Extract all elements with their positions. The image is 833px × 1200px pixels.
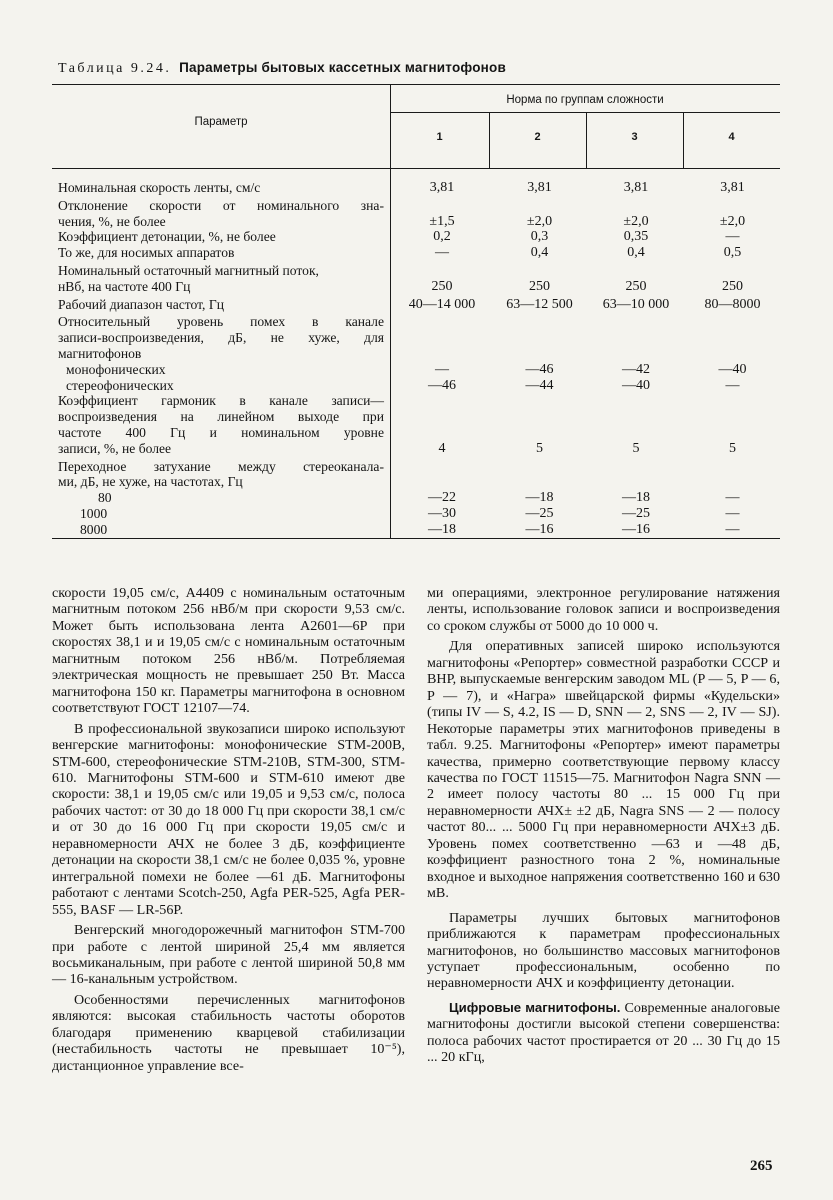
value-cell-group-2: 250 — [529, 278, 550, 294]
group-header-4: 4 — [728, 131, 735, 143]
value-cell-group-1: — — [435, 245, 449, 261]
header-bottom-rule — [52, 168, 780, 169]
paragraph: В профессиональной звукозаписи широко используют венгерские магнитофоны: монофонические STM-200B, STM-600, стереофонические STM-210B, STM-300, STM-610. Магнитофоны STM-600 и STM-610 имеют две скорости: 38,1 и 19,05 см/с или 19,05 и 9,53 см/с, полоса рабочих частот: от 30 до 18 000 Гц при скорости 38,1 см/с и от 30 до 16 000 Гц при скорости 19,05 см/с и неравномерности АЧХ не более 3 дБ, коэффициенте детонации на скорости 38,1 см/с не более 0,035 %, уровне интегральной помехи не более —61 дБ. Магнитофоны работают с лентами Scotch-250, Agfa PER-525, Agfa PER-555, BASF — LR-56P. — [52, 720, 405, 918]
table-row — [52, 506, 780, 522]
value-cell-group-1: 40—14 000 — [408, 296, 476, 312]
value-cell-group-2: —44 — [525, 377, 554, 393]
table-row — [52, 198, 780, 214]
value-cell-group-4: 3,81 — [720, 180, 745, 195]
value-cell-group-4: — — [725, 377, 740, 393]
group-header-2: 2 — [534, 131, 541, 143]
value-cell-group-3: 3,81 — [623, 180, 649, 195]
value-cell-group-4: ±2,0 — [719, 213, 746, 229]
value-cell-group-2: ±2,0 — [526, 213, 553, 229]
param-cell: воспроизведения на линейном выходе при — [58, 409, 384, 425]
group-header-1: 1 — [436, 131, 443, 143]
value-cell-group-1: 250 — [431, 278, 453, 294]
paragraph: скорости 19,05 см/с, A4409 с номинальным остаточным магнитным потоком 256 нВб/м при скорости 9,53 см/с. Может быть использована лента A2601—6P при скоростях 38,1 и и 19,05 см/с с номинальным остаточным магнитным потоком 256 нВб/м. Потребляемая электрическая мощность не превышает 250 Вт. Масса магнитофона 150 кг. Параметры магнитофона в основном соответствуют ГОСТ 12107—74. — [52, 585, 405, 717]
param-cell: Номинальный остаточный магнитный поток, — [58, 263, 319, 278]
param-cell: магнитофонов — [58, 346, 142, 361]
paragraph: ми операциями, электронное регулирование натяжения ленты, использование головок записи и воспроизведения со сроком службы от 5000 до 10 000 ч. — [427, 585, 780, 634]
value-cell-group-4: 0,5 — [723, 245, 742, 261]
value-cell-group-3: —18 — [622, 490, 650, 506]
value-cell-group-3: ±2,0 — [623, 213, 649, 229]
value-cell-group-3: —16 — [622, 521, 650, 537]
table-row — [52, 180, 780, 196]
value-cell-group-4: — — [725, 521, 740, 537]
value-cell-group-1: — — [435, 361, 449, 377]
table-row — [52, 474, 780, 490]
table-row — [52, 346, 780, 362]
table-row — [52, 425, 780, 441]
param-cell: То же, для носимых аппаратов — [58, 245, 235, 261]
value-cell-group-4: 5 — [729, 440, 736, 456]
param-cell: чения, %, не более — [58, 213, 166, 229]
value-cell-group-2: —46 — [525, 361, 554, 377]
value-cell-group-1: —46 — [428, 377, 456, 393]
param-cell: Переходное затухание между стереоканала- — [58, 458, 384, 474]
table-row — [52, 441, 780, 457]
value-cell-group-2: 0,3 — [530, 229, 549, 245]
param-cell: Отклонение скорости от номинального зна- — [58, 197, 384, 213]
param-cell: 8000 — [80, 521, 108, 537]
value-cell-group-1: 0,2 — [433, 229, 451, 245]
param-cell: частоте 400 Гц и номинальном уровне — [58, 425, 384, 440]
paragraph — [427, 1000, 780, 1066]
value-cell-group-2: 0,4 — [530, 245, 549, 261]
value-cell-group-1: 3,81 — [429, 180, 455, 195]
table-label: Таблица 9.24. — [58, 61, 172, 76]
paragraph: Венгерский многодорожечный магнитофон STM-700 при работе с лентой шириной 25,4 мм является восьмиканальным, при работе с лентой шириной 50,8 мм — 16-канальным устройством. — [52, 922, 405, 988]
value-cell-group-3: 250 — [625, 278, 647, 294]
param-cell: 80 — [98, 490, 112, 506]
value-cell-group-3: —40 — [622, 377, 650, 393]
norm-header: Норма по группам сложности — [506, 94, 664, 106]
section-text: Современные аналоговые магнитофоны достигли высокой степени совершенства: полоса рабочих частот простирается от 20 ... 30 Гц до 15 ... 20 кГц, — [427, 999, 780, 1066]
table-caption — [58, 60, 778, 77]
value-cell-group-3: 63—10 000 — [602, 296, 670, 312]
left-text-column — [52, 585, 405, 1074]
table-row — [52, 378, 780, 394]
paragraph: Особенностями перечисленных магнитофонов являются: высокая стабильность частоты оборотов благодаря применению кварцевой стабилизации (нестабильность частоты не превышает 10⁻⁵), дистанционное управление все- — [52, 991, 405, 1074]
table-row — [52, 362, 780, 378]
value-cell-group-1: —30 — [428, 506, 456, 521]
param-cell: Относительный уровень помех в канале — [58, 314, 384, 330]
page-number: 265 — [750, 1158, 773, 1174]
value-cell-group-2: 3,81 — [527, 180, 552, 195]
value-cell-group-3: —42 — [622, 361, 650, 377]
param-cell: 1000 — [80, 506, 108, 521]
value-cell-group-1: 4 — [438, 440, 446, 456]
header-sub-rule — [390, 112, 780, 113]
paragraph: Параметры лучших бытовых магнитофонов приближаются к параметрам профессиональных магнитофонов, но большинство массовых магнитофонов уступает профессиональным, особенно по неравномерности АЧХ и коэффициенту детонации. — [427, 909, 780, 992]
table-row — [52, 279, 780, 295]
table-row — [52, 263, 780, 279]
param-header: Параметр — [194, 116, 248, 128]
value-cell-group-4: 80—8000 — [704, 296, 761, 312]
value-cell-group-3: 0,35 — [623, 229, 649, 245]
table-row — [52, 490, 780, 506]
param-cell: нВб, на частоте 400 Гц — [58, 278, 191, 294]
right-text-column — [427, 585, 780, 1066]
table-row — [52, 297, 780, 313]
value-cell-group-3: 0,4 — [627, 245, 645, 261]
param-cell: стереофонических — [66, 377, 174, 393]
param-cell: Коэффициент детонации, %, не более — [58, 229, 276, 245]
param-cell: монофонических — [66, 361, 166, 377]
value-cell-group-1: —18 — [428, 521, 456, 537]
table-row — [52, 245, 780, 261]
section-heading: Цифровые магнитофоны. — [449, 999, 621, 1015]
param-cell: записи-воспроизведения, дБ, не хуже, для — [58, 330, 384, 346]
value-cell-group-2: —16 — [525, 521, 554, 537]
table-row — [52, 459, 780, 475]
table-row — [52, 314, 780, 330]
paragraph: Для оперативных записей широко используются магнитофоны «Репортер» совместной разработки СССР и ВНР, выпускаемые венгерским заводом ML (P — 5, P — 6, P — 7), и «Награ» швейцарской фирмы «Кудельски» (типы IV — S, 4.2, IS — D, SNN — 2, SNS — 2, IV — SJ). Некоторые параметры этих магнитофонов приведены в табл. 9.25. Магнитофоны «Репортер» имеют параметры качества, примерно соответствующие первому классу качества по ГОСТ 11515—75. Магнитофон Nagra SNN — 2 имеет полосу частоты 80 ... 15 000 Гц при неравномерности АЧХ± ±2 дБ, Nagra SNS — 2 — полосу частот 80... ... 5000 Гц при неравномерности АЧХ±3 дБ. Уровень помех соответственно —63 и —48 дБ, коэффициент разностного тона 2 %, номинальные входное и выходное напряжения соответственно 160 и 630 мВ. — [427, 638, 780, 902]
table-row — [52, 522, 780, 538]
param-cell: Рабочий диапазон частот, Гц — [58, 296, 224, 312]
value-cell-group-2: —18 — [525, 490, 554, 506]
table-row — [52, 393, 780, 409]
value-cell-group-4: —40 — [718, 361, 747, 377]
value-cell-group-1: ±1,5 — [429, 213, 455, 229]
value-cell-group-1: —22 — [428, 490, 456, 506]
value-cell-group-2: 5 — [536, 440, 543, 456]
table-row — [52, 330, 780, 346]
value-cell-group-4: — — [725, 490, 740, 506]
table-row — [52, 409, 780, 425]
value-cell-group-4: 250 — [722, 278, 743, 294]
table-row — [52, 229, 780, 245]
value-cell-group-4: — — [725, 506, 740, 521]
param-cell: Номинальная скорость ленты, см/с — [58, 180, 261, 195]
table-bottom-rule — [52, 538, 780, 539]
value-cell-group-2: —25 — [525, 506, 554, 521]
param-cell: записи, %, не более — [58, 440, 172, 456]
parameters-table — [52, 84, 780, 539]
value-cell-group-4: — — [725, 229, 740, 245]
group-header-3: 3 — [631, 131, 638, 143]
value-cell-group-3: 5 — [632, 440, 640, 456]
table-top-rule — [52, 84, 780, 85]
value-cell-group-2: 63—12 500 — [506, 296, 573, 312]
value-cell-group-3: —25 — [622, 506, 650, 521]
param-cell: ми, дБ, не хуже, на частотах, Гц — [58, 474, 243, 490]
param-cell: Коэффициент гармоник в канале записи— — [58, 393, 384, 409]
table-title: Параметры бытовых кассетных магнитофонов — [179, 60, 506, 75]
table-row — [52, 214, 780, 230]
